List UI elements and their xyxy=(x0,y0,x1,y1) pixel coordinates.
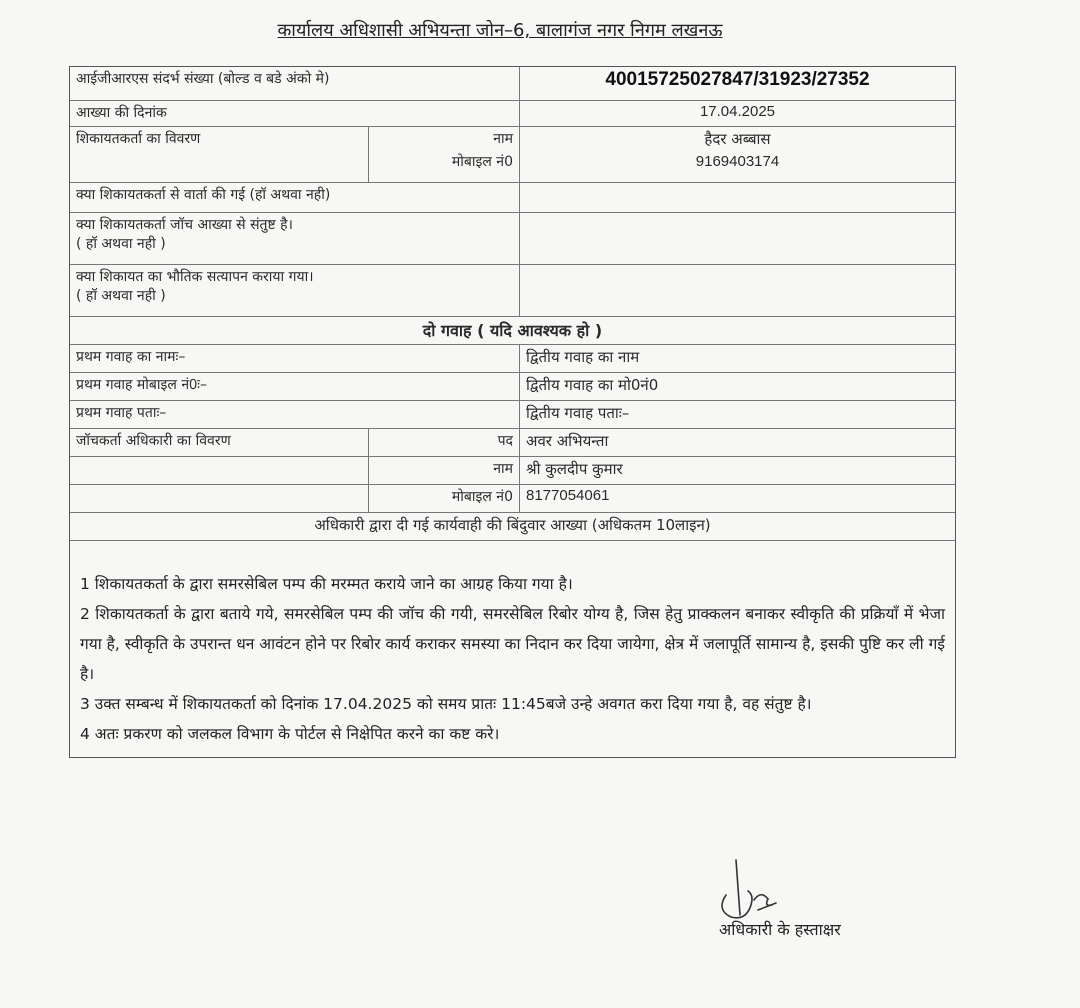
q3-label-line1: क्या शिकायत का भौतिक सत्यापन कराया गया। xyxy=(76,269,314,285)
action-point-1: 1 शिकायतकर्ता के द्वारा समरसेबिल पम्प की मरम्मत कराये जाने का आग्रह किया गया है। xyxy=(80,575,573,593)
witness-address-row xyxy=(70,401,955,429)
officer-post-value: अवर अभियन्ता xyxy=(519,429,955,456)
witness-name-row xyxy=(70,345,955,373)
q3-label xyxy=(70,265,519,316)
action-body-row xyxy=(70,541,955,757)
complainant-name-label: नाम xyxy=(493,131,513,147)
officer-mobile-label: मोबाइल नं0 xyxy=(368,485,519,512)
document-title: कार्यालय अधिशासी अभियन्ता जोन–6, बालागंज नगर निगम लखनऊ xyxy=(277,20,723,41)
officer-label: जॉचकर्ता अधिकारी का विवरण xyxy=(76,433,231,449)
action-point-4: 4 अतः प्रकरण को जलकल विभाग के पोर्टल से निक्षेपित करने का कष्ट करे। xyxy=(80,725,500,743)
complainant-mobile-label: मोबाइल नं0 xyxy=(451,154,513,170)
action-point-3: 3 उक्त सम्बन्ध में शिकायतकर्ता को दिनांक 17.04.2025 को समय प्रातः 11:45बजे उन्हे अवगत करा दिया गया है, वह संतुष्ट है। xyxy=(80,695,812,713)
date-label: आख्या की दिनांक xyxy=(76,105,167,121)
action-points xyxy=(70,541,955,757)
q3-label-line2: ( हॉ अथवा नही ) xyxy=(76,288,166,304)
complainant-field-values xyxy=(519,127,955,182)
q1-label: क्या शिकायतकर्ता से वार्ता की गई (हॉ अथवा नही) xyxy=(76,187,331,203)
officer-mobile-value: 8177054061 xyxy=(519,485,955,512)
officer-blank-1 xyxy=(70,457,368,484)
action-header-row xyxy=(70,513,955,541)
date-value: 17.04.2025 xyxy=(519,101,955,126)
witness2-address-label: द्वितीय गवाह पताः– xyxy=(519,401,955,428)
officer-post-label: पद xyxy=(368,429,519,456)
officer-mobile-row xyxy=(70,485,955,513)
officer-post-row xyxy=(70,429,955,457)
officer-blank-2 xyxy=(70,485,368,512)
witness2-name-label: द्वितीय गवाह का नाम xyxy=(519,345,955,372)
witness-mobile-row xyxy=(70,373,955,401)
q2-label-line2: ( हॉ अथवा नही ) xyxy=(76,236,166,252)
q2-label xyxy=(70,213,519,264)
q2-row xyxy=(70,213,955,265)
officer-name-row xyxy=(70,457,955,485)
date-row xyxy=(70,101,955,127)
officer-name-label: नाम xyxy=(368,457,519,484)
witness1-mobile-label: प्रथम गवाह मोबाइल नं0ः– xyxy=(76,377,207,393)
witness1-name-label: प्रथम गवाह का नामः– xyxy=(76,349,186,365)
witness-header-row xyxy=(70,317,955,345)
report-table xyxy=(69,66,956,758)
q1-value xyxy=(519,183,955,212)
witness-header: दो गवाह ( यदि आवश्यक हो ) xyxy=(422,321,603,340)
igrs-label: आईजीआरएस संदर्भ संख्या (बोल्ड व बडे अंको मे) xyxy=(76,71,330,87)
action-point-2: 2 शिकायतकर्ता के द्वारा बताये गये, समरसेबिल पम्प की जॉच की गयी, समरसेबिल रिबोर योग्य है, जिस हेतु प्राक्कलन बनाकर स्वीकृति की प्रक्रियॉं में भेजा गया है, स्वीकृति के उपरान्त धन आवंटन होने पर रिबोर कार्य कराकर समस्या का निदान कर दिया जायेगा, क्षेत्र में जलापूर्ति सामान्य है, इसकी पुष्टि कर ली गई है। xyxy=(80,605,945,683)
igrs-number: 40015725027847/31923/27352 xyxy=(519,67,955,100)
q2-value xyxy=(519,213,955,264)
q3-row xyxy=(70,265,955,317)
complainant-mobile-value: 9169403174 xyxy=(695,153,780,170)
complainant-label: शिकायतकर्ता का विवरण xyxy=(76,131,201,147)
witness1-address-label: प्रथम गवाह पताः– xyxy=(76,405,167,421)
witness2-mobile-label: द्वितीय गवाह का मो0नं0 xyxy=(519,373,955,400)
complainant-field-labels xyxy=(368,127,519,182)
q3-value xyxy=(519,265,955,316)
q1-row xyxy=(70,183,955,213)
officer-name-value: श्री कुलदीप कुमार xyxy=(519,457,955,484)
complainant-row xyxy=(70,127,955,183)
action-header: अधिकारी द्वारा दी गई कार्यवाही की बिंदुवार आख्या (अधिकतम 10लाइन) xyxy=(314,516,711,534)
signature-label: अधिकारी के हस्ताक्षर xyxy=(719,920,841,939)
q2-label-line1: क्या शिकायतकर्ता जॉच आख्या से संतुष्ट है। xyxy=(76,217,293,233)
igrs-row xyxy=(70,67,955,101)
complainant-name-value: हैदर अब्बास xyxy=(704,130,771,148)
